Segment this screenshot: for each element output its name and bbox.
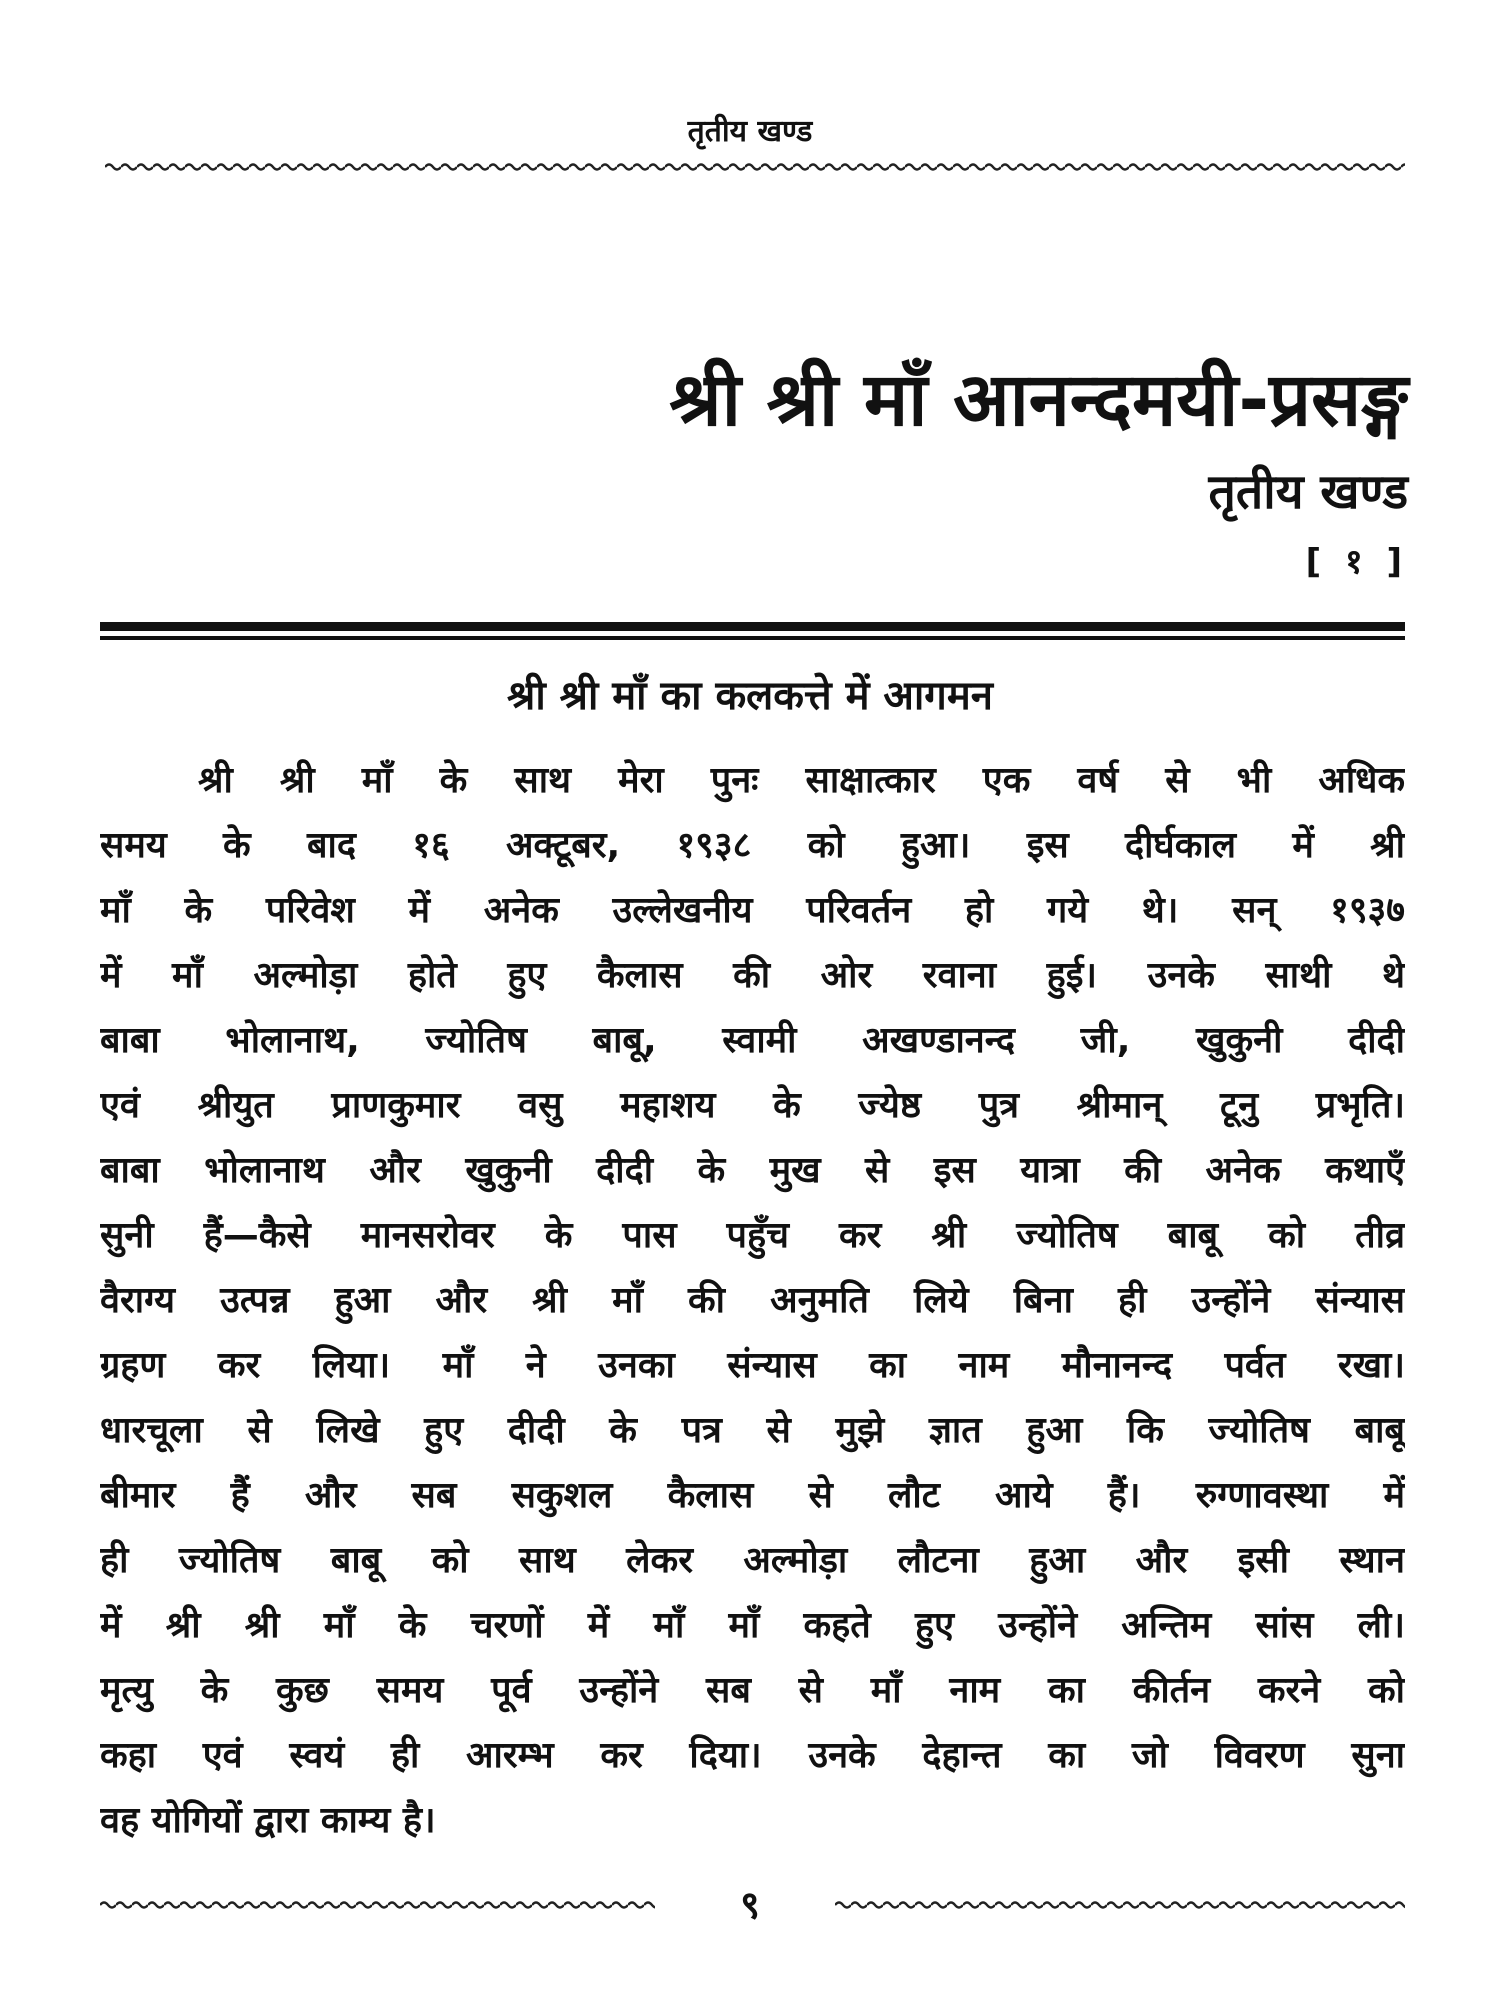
chapter-number: [ १ ] bbox=[1305, 542, 1408, 582]
body-line: सुनी हैं—कैसे मानसरोवर के पास पहुँच कर श्री ज्योतिष बाबू को तीव्र bbox=[100, 1215, 1405, 1256]
body-line: श्री श्री माँ के साथ मेरा पुनः साक्षात्कार एक वर्ष से भी अधिक bbox=[198, 760, 1405, 801]
volume-title: तृतीय खण्ड bbox=[1208, 464, 1408, 520]
body-line: वैराग्य उत्पन्न हुआ और श्री माँ की अनुमति लिये बिना ही उन्होंने संन्यास bbox=[100, 1280, 1405, 1321]
body-line: वह योगियों द्वारा काम्य है। bbox=[100, 1800, 436, 1841]
body-line: में माँ अल्मोड़ा होते हुए कैलास की ओर रवाना हुई। उनके साथी थे bbox=[100, 955, 1405, 996]
body-line: ग्रहण कर लिया। माँ ने उनका संन्यास का नाम मौनानन्द पर्वत रखा। bbox=[100, 1345, 1405, 1386]
body-line: बाबा भोलानाथ और खुकुनी दीदी के मुख से इस यात्रा की अनेक कथाएँ bbox=[100, 1150, 1405, 1191]
body-line: बाबा भोलानाथ, ज्योतिष बाबू, स्वामी अखण्डानन्द जी, खुकुनी दीदी bbox=[100, 1020, 1405, 1061]
body-line: एवं श्रीयुत प्राणकुमार वसु महाशय के ज्येष्ठ पुत्र श्रीमान् टूनु प्रभृति। bbox=[100, 1085, 1405, 1126]
body-line: मृत्यु के कुछ समय पूर्व उन्होंने सब से माँ नाम का कीर्तन करने को bbox=[100, 1670, 1405, 1711]
body-line: में श्री श्री माँ के चरणों में माँ माँ कहते हुए उन्होंने अन्तिम सांस ली। bbox=[100, 1605, 1405, 1646]
body-line: माँ के परिवेश में अनेक उल्लेखनीय परिवर्तन हो गये थे। सन् १९३७ bbox=[100, 890, 1405, 931]
page-number: ९ bbox=[740, 1883, 760, 1927]
body-paragraph bbox=[100, 748, 1405, 1853]
body-line: बीमार हैं और सब सकुशल कैलास से लौट आये हैं। रुग्णावस्था में bbox=[100, 1475, 1405, 1516]
body-line: समय के बाद १६ अक्टूबर, १९३८ को हुआ। इस दीर्घकाल में श्री bbox=[100, 825, 1405, 866]
top-wavy-rule bbox=[105, 160, 1405, 174]
body-line: ही ज्योतिष बाबू को साथ लेकर अल्मोड़ा लौटना हुआ और इसी स्थान bbox=[100, 1540, 1405, 1581]
double-rule-thin bbox=[100, 636, 1405, 640]
bottom-wavy-rule-right bbox=[835, 1898, 1405, 1912]
double-rule-thick bbox=[100, 622, 1405, 631]
running-head: तृतीय खण्ड bbox=[687, 114, 813, 149]
section-title: श्री श्री माँ का कलकत्ते में आगमन bbox=[507, 673, 993, 719]
body-line: धारचूला से लिखे हुए दीदी के पत्र से मुझे ज्ञात हुआ कि ज्योतिष बाबू bbox=[100, 1410, 1405, 1451]
book-title: श्री श्री माँ आनन्दमयी-प्रसङ्ग bbox=[669, 357, 1408, 443]
body-line: कहा एवं स्वयं ही आरम्भ कर दिया। उनके देहान्त का जो विवरण सुना bbox=[100, 1735, 1405, 1776]
